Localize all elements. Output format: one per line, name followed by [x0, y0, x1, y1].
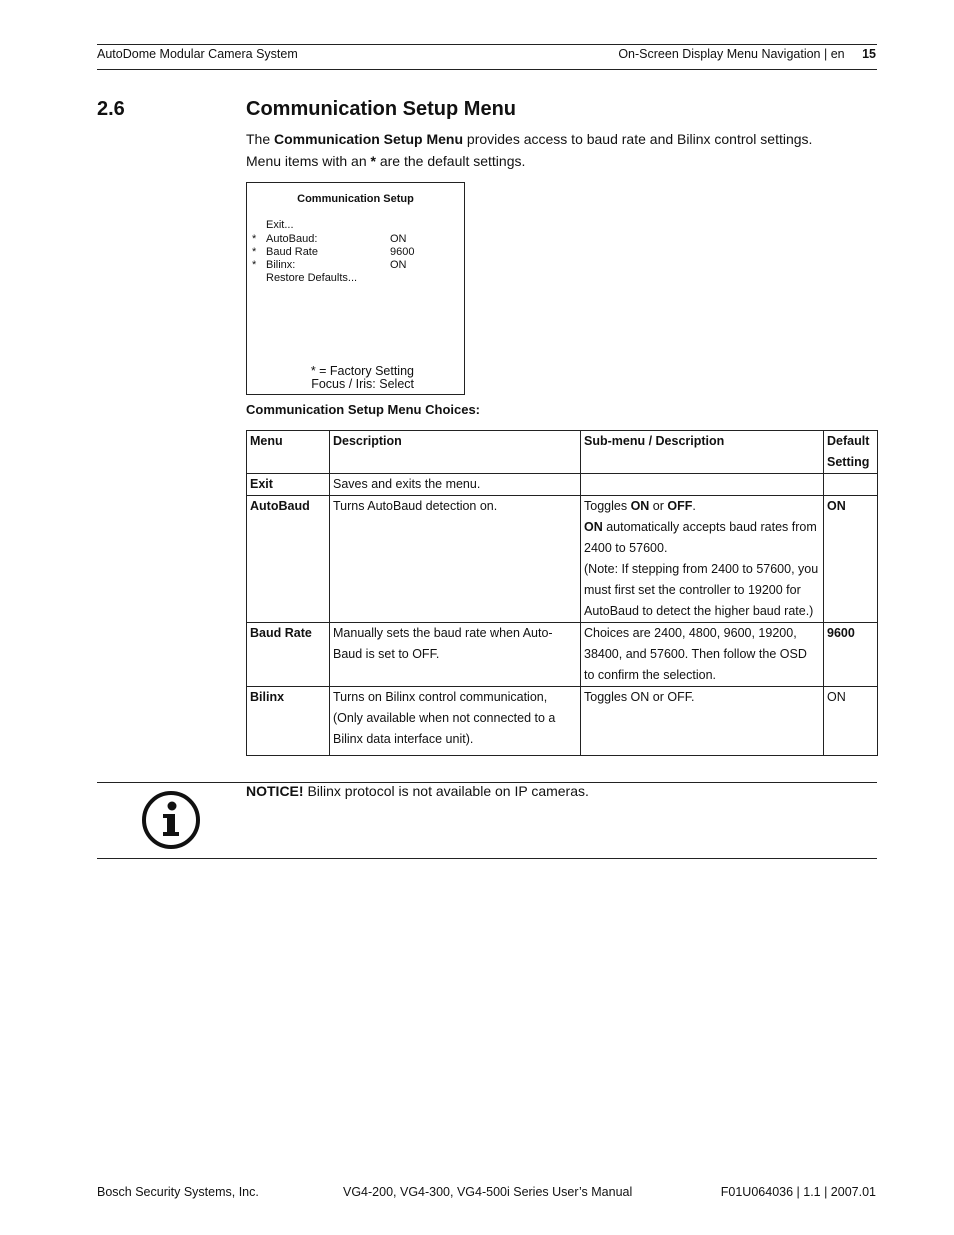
footer-doc-id: F01U064036 | 1.1 | 2007.01	[720, 1185, 876, 1199]
intro-text-bold: Communication Setup Menu	[274, 131, 464, 147]
row-autobaud-default: ON	[824, 496, 878, 623]
footer-manual-title: VG4-200, VG4-300, VG4-500i Series User’s Manual	[343, 1185, 633, 1199]
header-top-rule	[97, 44, 877, 45]
osd-item-label: Restore Defaults...	[266, 272, 358, 284]
autobaud-or-text: or	[649, 499, 668, 513]
row-bilinx-default: ON	[824, 687, 878, 756]
defaults-note-pre: Menu items with an	[246, 153, 371, 169]
table-row	[247, 687, 878, 756]
defaults-note-post: are the default settings.	[375, 153, 526, 169]
table-row	[247, 623, 878, 687]
header-submenu: Sub-menu / Description	[581, 431, 824, 474]
row-bilinx-submenu: Toggles ON or OFF.	[581, 687, 824, 756]
intro-text-post: provides access to baud rate and Bilinx control settings.	[463, 131, 813, 147]
row-autobaud-submenu	[581, 496, 824, 623]
autobaud-on-option: ON	[630, 499, 650, 513]
intro-text-pre: The	[246, 131, 275, 147]
info-icon	[141, 790, 201, 850]
section-title: Communication Setup Menu	[246, 98, 516, 120]
row-baudrate-menu: Baud Rate	[247, 623, 330, 687]
autobaud-period: .	[692, 499, 696, 513]
section-number: 2.6	[97, 98, 125, 120]
header-bottom-rule	[97, 69, 877, 70]
page-number: 15	[862, 47, 876, 61]
osd-item-star: *	[252, 259, 257, 271]
osd-footer-select: Focus / Iris: Select	[311, 377, 414, 391]
intro-paragraph	[246, 129, 876, 150]
osd-item-label: Bilinx:	[266, 259, 296, 271]
osd-item-value: 9600	[390, 246, 415, 258]
defaults-note-star: *	[370, 153, 376, 169]
notice-label: NOTICE!	[246, 783, 304, 799]
autobaud-accepts-text: automatically accepts baud rates from 2400 to 57600.	[584, 520, 817, 555]
header-menu: Menu	[247, 431, 330, 474]
menu-choices-table	[246, 430, 878, 756]
autobaud-toggles-text: Toggles	[584, 499, 631, 513]
row-exit-description: Saves and exits the menu.	[330, 474, 581, 496]
footer-company: Bosch Security Systems, Inc.	[97, 1185, 259, 1199]
header-chapter-label: On-Screen Display Menu Navigation | en	[618, 47, 845, 61]
notice-message: Bilinx protocol is not available on IP cameras.	[303, 783, 589, 799]
table-header-row	[247, 431, 878, 474]
notice-text	[246, 783, 589, 800]
osd-item-star: *	[252, 246, 257, 258]
osd-footer-factory: * = Factory Setting	[310, 364, 414, 378]
header-chapter	[618, 47, 876, 61]
row-bilinx-menu: Bilinx	[247, 687, 330, 756]
notice-bottom-rule	[97, 858, 877, 859]
table-caption: Communication Setup Menu Choices:	[246, 402, 481, 417]
row-baudrate-submenu: Choices are 2400, 4800, 9600, 19200, 38400, and 57600. Then follow the OSD to confirm the selection.	[581, 623, 824, 687]
header-description: Description	[330, 431, 581, 474]
osd-menu-screen	[246, 182, 465, 395]
osd-item-label: AutoBaud:	[266, 233, 318, 245]
osd-item-label: Exit...	[266, 219, 294, 231]
row-baudrate-description: Manually sets the baud rate when Auto-Baud is set to OFF.	[330, 623, 581, 687]
autobaud-off-option: OFF	[667, 499, 693, 513]
autobaud-note: (Note: If stepping from 2400 to 57600, you must first set the controller to 19200 for AutoBaud to detect the higher baud rate.)	[584, 562, 819, 618]
osd-item-label: Baud Rate	[266, 246, 318, 258]
table-row	[247, 496, 878, 623]
table-row	[247, 474, 878, 496]
row-baudrate-default: 9600	[824, 623, 878, 687]
header-document-title: AutoDome Modular Camera System	[97, 47, 298, 61]
row-autobaud-description: Turns AutoBaud detection on.	[330, 496, 581, 623]
row-bilinx-description: Turns on Bilinx control communication, (Only available when not connected to a Bilinx data interface unit).	[330, 687, 581, 756]
row-exit-menu: Exit	[247, 474, 330, 496]
row-exit-default	[824, 474, 878, 496]
row-autobaud-menu: AutoBaud	[247, 496, 330, 623]
osd-title: Communication Setup	[297, 193, 414, 205]
autobaud-on-label: ON	[584, 520, 603, 534]
osd-item-star: *	[252, 233, 257, 245]
osd-item-value: ON	[390, 259, 407, 271]
row-exit-submenu	[581, 474, 824, 496]
header-default: Default Setting	[824, 431, 878, 474]
osd-item-value: ON	[390, 233, 407, 245]
defaults-note	[246, 151, 876, 172]
